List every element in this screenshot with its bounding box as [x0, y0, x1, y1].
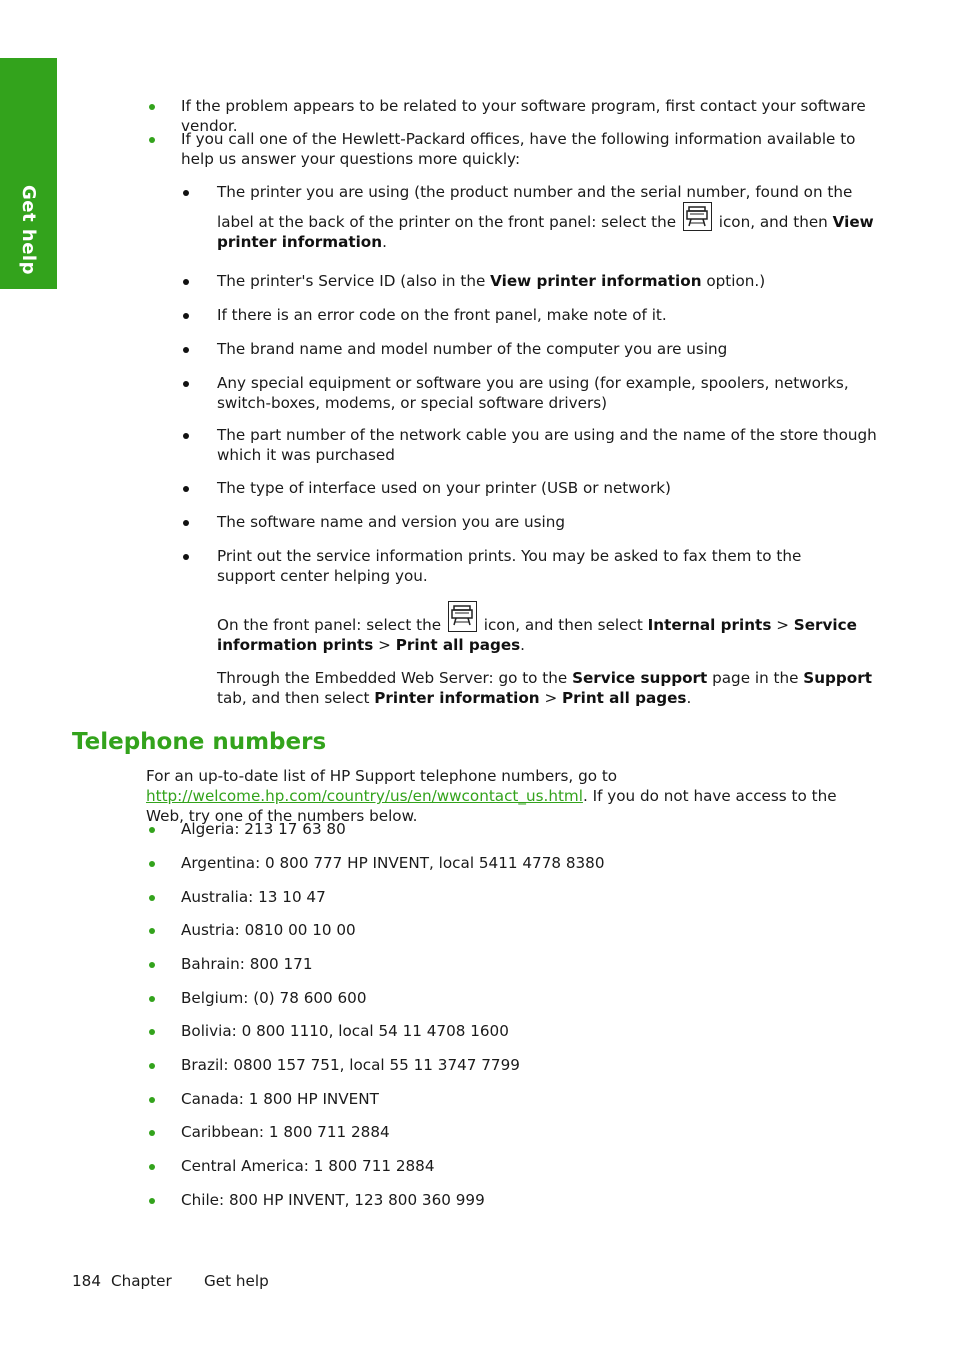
- intro-text: For an up-to-date list of HP Support telephone numbers, go to: [146, 767, 618, 785]
- front-panel-text: On the front panel: select the: [217, 616, 442, 634]
- service-id-text-2: option.): [706, 272, 766, 290]
- ews-text: Through the Embedded Web Server: go to the: [217, 669, 568, 687]
- phone-list-item: Bolivia: 0 800 1110, local 54 11 4708 1600: [181, 1022, 509, 1040]
- list-item: The software name and version you are using: [217, 513, 566, 531]
- internal-prints: Internal prints: [647, 616, 772, 634]
- bullet-icon: [183, 347, 189, 353]
- bullet-icon: [183, 313, 189, 319]
- phone-list-item: Austria: 0810 00 10 00: [181, 921, 356, 939]
- bullet-icon: [149, 962, 155, 968]
- support-tab: Support: [803, 669, 872, 687]
- phone-list-item: Central America: 1 800 711 2884: [181, 1157, 435, 1175]
- list-item: Print out the service information prints. You may be asked to fax them to the support center helping you.: [217, 547, 802, 585]
- phone-list-item: Canada: 1 800 HP INVENT: [181, 1090, 379, 1108]
- period: .: [686, 689, 692, 707]
- phone-list-item: Bahrain: 800 171: [181, 955, 313, 973]
- bullet-icon: [183, 190, 189, 196]
- list-item: If there is an error code on the front panel, make note of it.: [217, 306, 667, 324]
- phone-list-item: Chile: 800 HP INVENT, 123 800 360 999: [181, 1191, 485, 1209]
- footer-title: Get help: [204, 1272, 269, 1290]
- printer-using-text: The printer you are using (the product number and the serial number, found on the label at the back of the printer on the front panel: select the: [217, 183, 853, 231]
- bullet-icon: [183, 279, 189, 285]
- bullet-icon: [149, 137, 155, 143]
- separator: >: [776, 616, 789, 634]
- print-all-pages: Print all pages: [395, 636, 521, 654]
- bullet-icon: [149, 104, 155, 110]
- separator: >: [544, 689, 558, 707]
- intro-paragraph: [146, 766, 876, 826]
- bullet-icon: [149, 895, 155, 901]
- service-id-bold: View printer information: [490, 272, 702, 290]
- bullet-icon: [149, 1029, 155, 1035]
- page-number: 184: [72, 1272, 101, 1290]
- list-item: The type of interface used on your printer (USB or network): [217, 479, 671, 497]
- side-tab-label: Get help: [18, 185, 39, 275]
- printer-icon: [683, 202, 712, 231]
- bullet-icon: [183, 433, 189, 439]
- printer-icon: [448, 601, 477, 632]
- list-item: The brand name and model number of the computer you are using: [217, 340, 728, 358]
- separator: >: [378, 636, 391, 654]
- bullet-icon: [149, 1130, 155, 1136]
- side-tab: [0, 58, 57, 289]
- intro-text-2: . If you do not have access to the Web, try one of the numbers below.: [146, 787, 837, 825]
- bullet-icon: [149, 861, 155, 867]
- bullet-icon: [149, 1063, 155, 1069]
- bullet-icon: [149, 1198, 155, 1204]
- phone-list-item: Caribbean: 1 800 711 2884: [181, 1123, 390, 1141]
- service-id-text: The printer's Service ID (also in the: [217, 272, 486, 290]
- service-information-prints: Service information prints: [217, 616, 857, 654]
- ews-paragraph: [217, 668, 877, 708]
- print-all-pages: Print all pages: [562, 689, 687, 707]
- bullet-icon: [149, 996, 155, 1002]
- printer-using-text-2: icon, and then: [718, 213, 828, 231]
- bullet-icon: [183, 554, 189, 560]
- ews-text-3: tab, and then select: [217, 689, 370, 707]
- ews-text-2: page in the: [712, 669, 799, 687]
- list-item: The part number of the network cable you are using and the name of the store though which it was purchased: [217, 426, 877, 464]
- support-link[interactable]: http://welcome.hp.com/country/us/en/wwcontact_us.html: [146, 787, 583, 805]
- front-panel-paragraph: [217, 601, 857, 655]
- phone-list-item: Brazil: 0800 157 751, local 55 11 3747 7799: [181, 1056, 520, 1074]
- phone-list-item: Belgium: (0) 78 600 600: [181, 989, 367, 1007]
- list-item-printer-using: [217, 182, 877, 252]
- section-title: Telephone numbers: [72, 729, 327, 755]
- bullet-icon: [149, 1097, 155, 1103]
- phone-list-item: Australia: 13 10 47: [181, 888, 326, 906]
- list-item: If you call one of the Hewlett-Packard offices, have the following information available to help us answer your questions more quickly:: [181, 130, 856, 168]
- list-item: If the problem appears to be related to your software program, first contact your software vendor.: [181, 97, 866, 135]
- bullet-icon: [183, 381, 189, 387]
- service-support: Service support: [572, 669, 708, 687]
- phone-list-item: Algeria: 213 17 63 80: [181, 820, 346, 838]
- bullet-icon: [149, 928, 155, 934]
- bullet-icon: [183, 486, 189, 492]
- period: .: [520, 636, 525, 654]
- bullet-icon: [183, 520, 189, 526]
- list-item-service-id: [217, 271, 877, 291]
- printer-using-bold: View printer information: [217, 213, 874, 251]
- bullet-icon: [149, 827, 155, 833]
- phone-list-item: Argentina: 0 800 777 HP INVENT, local 5411 4778 8380: [181, 854, 605, 872]
- list-item: Any special equipment or software you are using (for example, spoolers, networks, switch-boxes, modems, or special software drivers): [217, 374, 849, 412]
- footer-chapter: Chapter: [111, 1272, 172, 1290]
- bullet-icon: [149, 1164, 155, 1170]
- printer-using-end: .: [382, 233, 387, 251]
- front-panel-text-2: icon, and then select: [483, 616, 643, 634]
- printer-information: Printer information: [374, 689, 540, 707]
